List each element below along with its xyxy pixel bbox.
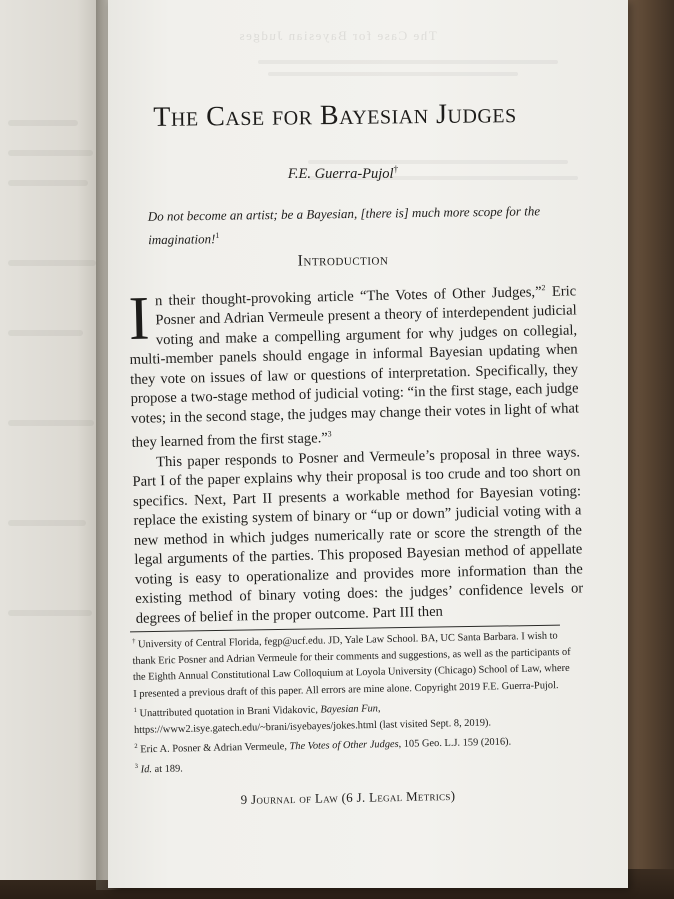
footnote-2: $^2$ Eric A. Posner & Adrian Vermeule, The Votes of Other Judges, 105 Geo. L.J. 159 (2016). xyxy=(134,736,512,756)
footnote-dagger: † University of Central Florida, fegp@ucf.edu. JD, Yale Law School. BA, UC Santa Barbara. I wish to thank Eric Posner and Adrian Vermeule for their comments and suggestions, as well as the participants of the Eighth Annual Constitutional Law Colloquium at Loyola University (Chicago) School of Law, where I presented a previous draft of this paper. All errors are mine alone. Copyright 2019 F.E. Guerra-Pujol. xyxy=(132,630,571,700)
page-footer: 9 Journal of Law (6 J. Legal Metrics) xyxy=(240,787,456,808)
footnote-mark-3: 3 xyxy=(327,429,332,439)
paragraph-1-text-a: n their thought-provoking article “The Votes of Other Judges,” xyxy=(154,284,542,310)
paragraph-1 xyxy=(128,277,580,453)
article-title: The Case for Bayesian Judges xyxy=(153,98,517,133)
journal-page xyxy=(108,0,628,888)
body-text xyxy=(128,277,584,629)
drop-cap: I xyxy=(127,284,151,353)
footnotes xyxy=(132,625,575,779)
background-wood xyxy=(628,0,674,899)
facing-page xyxy=(0,0,110,880)
author-line xyxy=(108,164,578,183)
epigraph-text: Do not become an artist; be a Bayesian, [there is] much more scope for the imagination! xyxy=(147,203,541,248)
section-heading: Introduction xyxy=(297,251,389,270)
paragraph-2: This paper responds to Posner and Vermeule’s proposal in three ways. Part I of the paper explains why their proposal is too crude and too short on specifics. Next, Part II presents a workable method for Bayesian voting: replace the existing system of binary or “up or down” judicial voting with a new method in which judges numerically rate or score the strength of the legal arguments of the parties. This proposed Bayesian method of appellate voting is easy to operationalize and provides more information than the existing method of binary voting does: the judges’ confidence levels or degrees of belief in the proper outcome. Part III then xyxy=(132,444,584,627)
footnote-3: $^3$ Id. at 189. xyxy=(134,763,183,776)
bleed-through-text: The Case for Bayesian Judges xyxy=(238,28,437,43)
author-name: F.E. Guerra-Pujol xyxy=(287,165,394,182)
paragraph-1-text-b: Eric Posner and Adrian Vermeule present a theory of interdependent judicial voting and make a compelling argument for why judges on collegial, multi-member panels should engage in informal Bayesian updating when they vote on issues of law or questions of interpretation. Specifically, they propose a two-stage method of judicial voting: “in the first stage, each judge votes; in the second stage, the judges may change their votes in light of what they learned from the first stage.” xyxy=(129,283,580,452)
author-footnote-mark: † xyxy=(393,164,399,174)
epigraph xyxy=(148,201,549,250)
footnote-1: $^1$ Unattributed quotation in Brani Vidakovic, Bayesian Fun, https://www2.isye.gatech.edu/~brani/isyebayes/jokes.html (last visited Sept. 8, 2019). xyxy=(133,703,492,736)
epigraph-footnote-mark: 1 xyxy=(215,230,220,240)
footnote-mark-2: 2 xyxy=(541,283,546,293)
